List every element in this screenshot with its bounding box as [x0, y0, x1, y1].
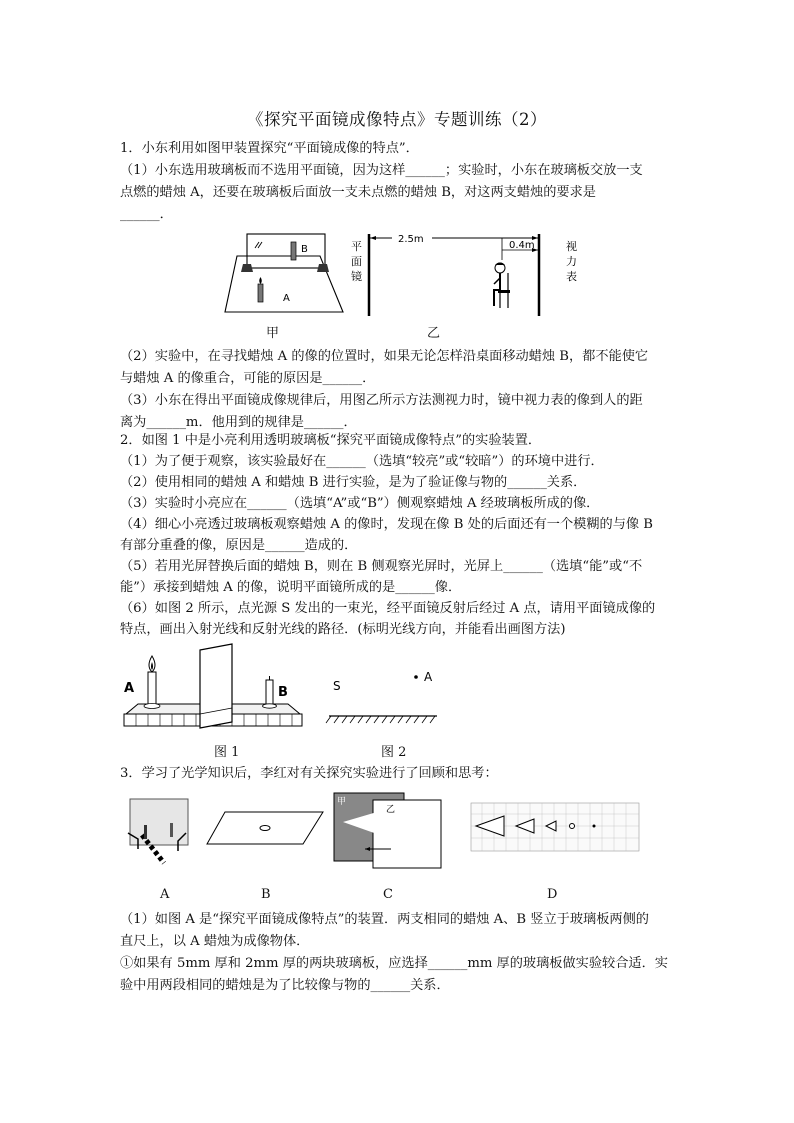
- q2-part3: （3）实验时小亮应在______（选填“A”或“B”）侧观察蜡烛 A 经玻璃板所成的像．: [120, 496, 600, 511]
- q1-stem: 1．小东利用如图甲装置探究“平面镜成像的特点”．: [120, 141, 419, 156]
- figure-yi: [348, 228, 588, 318]
- q3-stem: 3．学习了光学知识后，李红对有关探究实验进行了回顾和思考：: [120, 766, 498, 781]
- caption-q3-a: A: [160, 887, 170, 902]
- q3b-hole: [260, 826, 270, 831]
- q3-part1-line3: ①如果有 5mm 厚和 2mm 厚的两块玻璃板，应选择______mm 厚的玻璃板做实验较合适．实: [120, 956, 668, 971]
- fig2-point-a: [414, 675, 418, 679]
- q3c-label-jia: 甲: [337, 797, 347, 807]
- figure-q3-a: [120, 795, 195, 865]
- page-title: 《探究平面镜成像特点》专题训练（2）: [247, 110, 547, 129]
- q2-part4-line2: 有部分重叠的像，原因是______造成的．: [120, 538, 358, 553]
- fig1-candle-b: [266, 680, 273, 706]
- q1-part3-line1: （3）小东在得出平面镜成像规律后，用图乙所示方法测视力时，镜中视力表的像到人的距: [120, 393, 643, 408]
- caption-fig2: 图 2: [381, 745, 407, 760]
- chair: [498, 290, 510, 293]
- figure-q3-c: [333, 792, 443, 870]
- q2-part5-line2: 能”）承接到蜡烛 A 的像，说明平面镜所成的是______像．: [120, 580, 462, 595]
- q3c-panel-yi: [373, 800, 441, 868]
- fig-jia-label-a: A: [283, 293, 290, 304]
- q3-part1-line2: 直尺上，以 A 蜡烛为成像物体．: [120, 934, 310, 949]
- caption-jia: 甲: [266, 326, 280, 341]
- fig2-label-a: A: [424, 670, 433, 684]
- q1-part1-line3: ______．: [120, 207, 173, 222]
- fig-jia-label-b: B: [301, 244, 308, 255]
- q2-part2: （2）使用相同的蜡烛 A 和蜡烛 B 进行实验，是为了验证像与物的______关系．: [120, 475, 587, 490]
- q3-part1-line4: 验中用两段相同的蜡烛是为了比较像与物的______关系．: [120, 978, 450, 993]
- q2-part5-line1: （5）若用光屏替换后面的蜡烛 B，则在 B 侧观察光屏时，光屏上______（选填“能”或“不: [120, 559, 643, 574]
- q2-part4-line1: （4）细心小亮透过玻璃板观察蜡烛 A 的像时，发现在像 B 处的后面还有一个模糊的与像 B: [120, 517, 654, 532]
- q1-part3-line2: 离为______m．他用到的规律是______．: [120, 415, 357, 430]
- q2-part6-line2: 特点，画出入射光线和反射光线的路径．(标明光线方向，并能看出画图方法): [120, 622, 566, 637]
- caption-q3-d: D: [547, 887, 558, 902]
- figure-q3-b: [205, 808, 325, 848]
- fig2-label-s: S: [333, 679, 341, 693]
- fig-yi-dist-long: 2.5m: [398, 234, 424, 245]
- q3b-plane: [207, 812, 323, 844]
- fig-yi-dist-short: 0.4m: [509, 240, 535, 251]
- q3a-glass: [130, 799, 188, 845]
- fig1-label-b: B: [278, 685, 288, 700]
- q2-part6-line1: （6）如图 2 所示，点光源 S 发出的一束光，经平面镜反射后经过 A 点，请用平面镜成像的: [120, 601, 656, 616]
- fig1-glass-plate: [200, 644, 232, 728]
- q3c-label-yi: 乙: [386, 805, 396, 815]
- fig-yi-mirror-label: 平面镜: [351, 240, 362, 283]
- q2-part1: （1）为了便于观察，该实验最好在______（选填“较亮”或“较暗”）的环境中进行．: [120, 454, 604, 469]
- caption-yi: 乙: [427, 326, 441, 341]
- figure-jia: [225, 228, 345, 316]
- caption-q3-c: C: [383, 887, 393, 902]
- clip-left: [241, 264, 253, 272]
- q1-part2-line1: （2）实验中，在寻找蜡烛 A 的像的位置时，如果无论怎样沿桌面移动蜡烛 B，都不能使它: [120, 349, 649, 364]
- clip-right: [317, 264, 329, 272]
- candle-a: [258, 284, 263, 302]
- fig1-candle-a: [148, 672, 156, 706]
- candle-b: [291, 242, 296, 260]
- figure-2: [325, 668, 445, 728]
- figure-1: [118, 642, 308, 734]
- fig1-label-a: A: [124, 681, 135, 696]
- q1-part2-line2: 与蜡烛 A 的像重合，可能的原因是______．: [120, 371, 376, 386]
- q3d-dot-1: [570, 824, 575, 829]
- q3-part1-line1: （1）如图 A 是“探究平面镜成像特点”的装置．两支相同的蜡烛 A、B 竖立于玻璃板两侧的: [120, 912, 649, 927]
- q1-part1-line2: 点燃的蜡烛 A，还要在玻璃板后面放一支未点燃的蜡烛 B，对这两支蜡烛的要求是: [120, 185, 596, 200]
- q3d-dot-2: [593, 825, 596, 828]
- caption-q3-b: B: [261, 887, 271, 902]
- caption-fig1: 图 1: [214, 745, 240, 760]
- fig-yi-chart-label: 视力表: [566, 240, 577, 283]
- q1-part1-line1: （1）小东选用玻璃板而不选用平面镜，因为这样______；实验时，小东在玻璃板交放一支: [120, 163, 643, 178]
- q2-stem: 2．如图 1 中是小亮利用透明玻璃板“探究平面镜成像特点”的实验装置．: [120, 433, 542, 448]
- figure-q3-d: [470, 802, 640, 852]
- glass-plate: [247, 234, 325, 268]
